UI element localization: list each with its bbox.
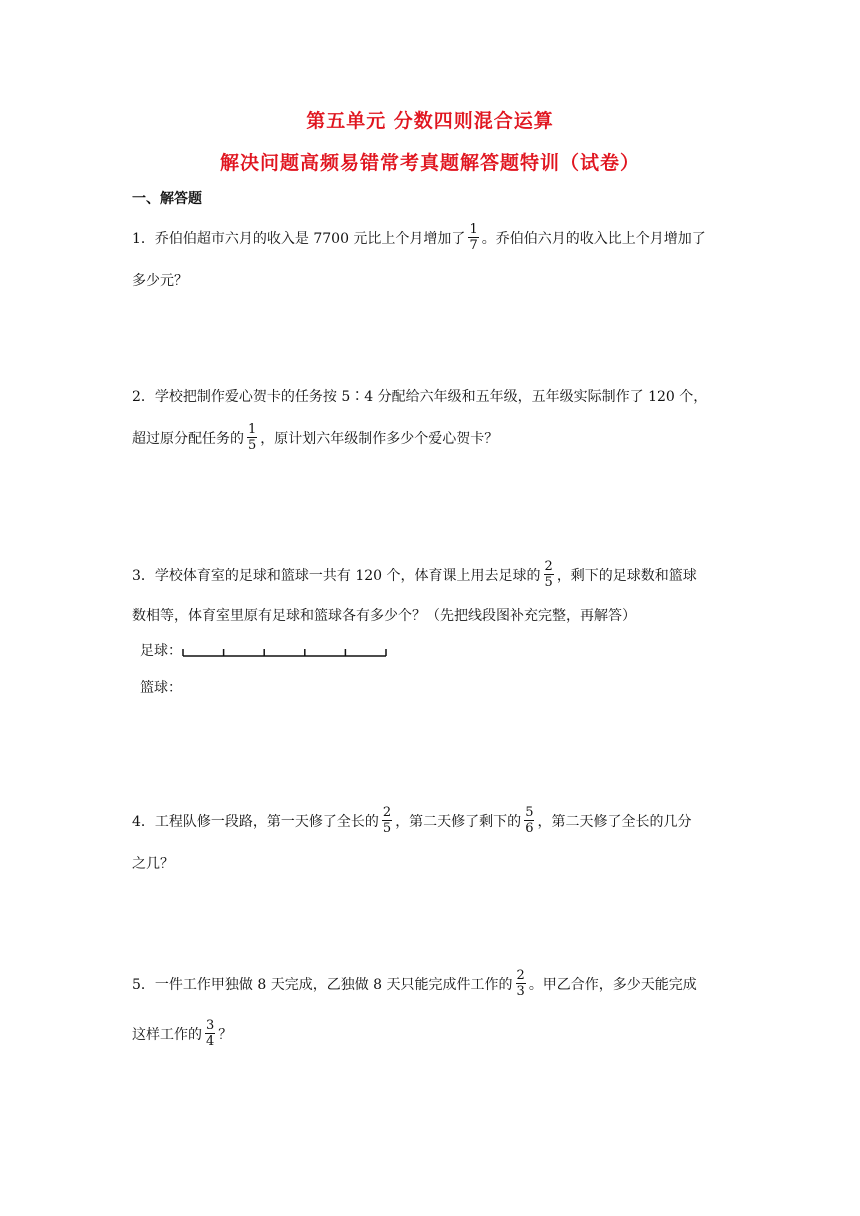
question-5-line-1	[132, 968, 697, 999]
fraction: $\frac{2}{5}$	[544, 559, 553, 590]
question-2-line-1: 2．学校把制作爱心贺卡的任务按 5∶4 分配给六年级和五年级，五年级实际制作了 120 个，	[132, 389, 708, 405]
fraction: $\frac{5}{6}$	[525, 805, 534, 836]
question-4-line-2: 之几？	[132, 856, 174, 872]
question-1-line-1	[132, 222, 706, 253]
question-3-line-2: 数相等，体育室里原有足球和篮球各有多少个？（先把线段图补充完整，再解答）	[132, 608, 636, 624]
q5-text-b2: ？	[218, 1026, 233, 1043]
section-heading: 一、解答题	[132, 191, 202, 207]
q4-text-b: ，第二天修了剩下的	[395, 813, 522, 830]
fraction: $\frac{3}{4}$	[206, 1018, 215, 1049]
q3-text-b: ，剩下的足球数和篮球	[556, 567, 697, 584]
q1-text-a: 1．乔伯伯超市六月的收入是 7700 元比上个月增加了	[132, 230, 466, 247]
question-1-line-2: 多少元？	[132, 273, 188, 289]
football-label: 足球：	[140, 643, 182, 659]
q4-text-a: 4．工程队修一段路，第一天修了全长的	[132, 813, 379, 830]
question-2-line-2	[132, 422, 498, 453]
fraction: $\frac{1}{7}$	[469, 222, 478, 253]
q5-text-a2: 这样工作的	[132, 1026, 202, 1043]
page-subtitle: 解决问题高频易错常考真题解答题特训（试卷）	[219, 152, 640, 174]
fraction: $\frac{2}{3}$	[516, 968, 525, 999]
question-5-line-2	[132, 1018, 232, 1049]
basketball-label: 篮球：	[140, 680, 182, 696]
q2-text-a: 超过原分配任务的	[132, 430, 244, 447]
q1-text-b: 。乔伯伯六月的收入比上个月增加了	[481, 230, 706, 247]
q5-text-a: 5．一件工作甲独做 8 天完成，乙独做 8 天只能完成件工作的	[132, 976, 513, 993]
question-3-line-1	[132, 559, 697, 590]
fraction: $\frac{1}{5}$	[248, 422, 257, 453]
q5-text-b: 。甲乙合作，多少天能完成	[528, 976, 697, 993]
q2-text-b: ，原计划六年级制作多少个爱心贺卡？	[260, 430, 499, 447]
question-4-line-1	[132, 805, 691, 836]
q3-text-a: 3．学校体育室的足球和篮球一共有 120 个，体育课上用去足球的	[132, 567, 541, 584]
football-segment-diagram	[182, 646, 392, 662]
page-title: 第五单元 分数四则混合运算	[306, 110, 554, 132]
fraction: $\frac{2}{5}$	[382, 805, 392, 836]
q4-text-c: ，第二天修了全长的几分	[537, 813, 692, 830]
